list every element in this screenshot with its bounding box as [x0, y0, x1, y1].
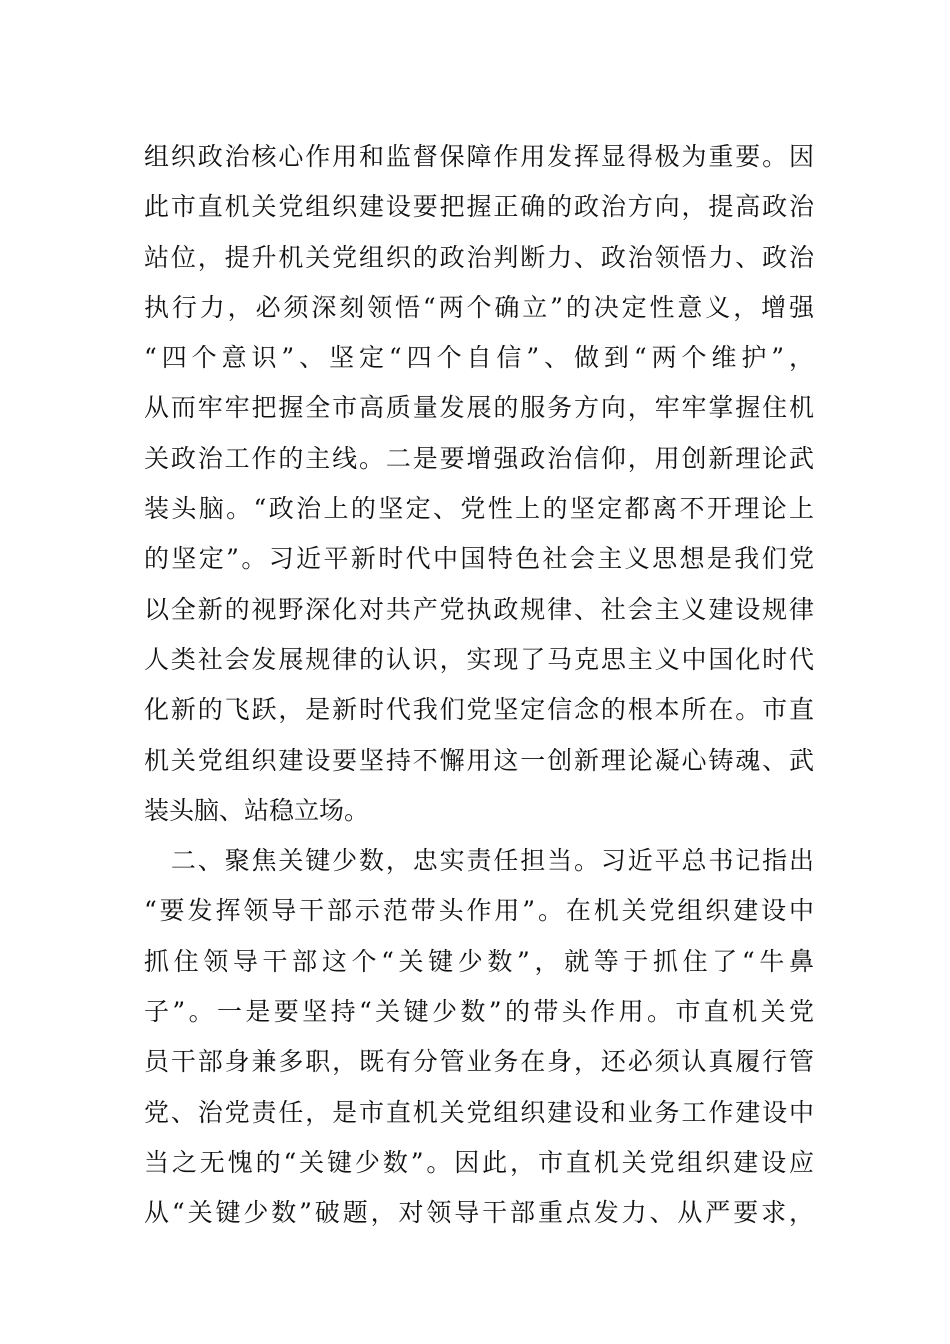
text-line: 站位，提升机关党组织的政治判断力、政治领悟力、政治: [144, 242, 814, 272]
text-line: 从“关键少数”破题，对领导干部重点发力、从严要求，: [144, 1198, 814, 1228]
text-line: 当之无愧的“关键少数”。因此，市直机关党组织建设应: [144, 1147, 814, 1177]
paragraph-1: [144, 132, 814, 836]
text-line: 二、聚焦关键少数，忠实责任担当。习近平总书记指出: [144, 846, 814, 876]
text-line: 员干部身兼多职，既有分管业务在身，还必须认真履行管: [144, 1047, 814, 1077]
text-line: 人类社会发展规律的认识，实现了马克思主义中国化时代: [144, 644, 814, 674]
text-line: “要发挥领导干部示范带头作用”。在机关党组织建设中: [144, 896, 814, 926]
text-line: 从而牢牢把握全市高质量发展的服务方向，牢牢掌握住机: [144, 393, 814, 423]
text-line: 党、治党责任，是市直机关党组织建设和业务工作建设中: [144, 1097, 814, 1127]
paragraph-2: [144, 836, 814, 1238]
text-line: 抓住领导干部这个“关键少数”，就等于抓住了“牛鼻: [144, 946, 814, 976]
text-line: 装头脑、站稳立场。: [144, 795, 370, 825]
text-line: 机关党组织建设要坚持不懈用这一创新理论凝心铸魂、武: [144, 745, 814, 775]
text-line: 执行力，必须深刻领悟“两个确立”的决定性意义，增强: [144, 292, 814, 322]
text-line: 化新的飞跃，是新时代我们党坚定信念的根本所在。市直: [144, 695, 814, 725]
text-line: 此市直机关党组织建设要把握正确的政治方向，提高政治: [144, 192, 814, 222]
text-line: 子”。一是要坚持“关键少数”的带头作用。市直机关党: [144, 997, 814, 1027]
text-line: 以全新的视野深化对共产党执政规律、社会主义建设规律: [144, 594, 814, 624]
body-text: [144, 132, 814, 1239]
text-line: “四个意识”、坚定“四个自信”、做到“两个维护”，: [144, 343, 814, 373]
text-line: 的坚定”。习近平新时代中国特色社会主义思想是我们党: [144, 544, 814, 574]
text-line: 装头脑。“政治上的坚定、党性上的坚定都离不开理论上: [144, 494, 814, 524]
text-line: 组织政治核心作用和监督保障作用发挥显得极为重要。因: [144, 142, 814, 171]
text-line: 关政治工作的主线。二是要增强政治信仰，用创新理论武: [144, 443, 814, 473]
